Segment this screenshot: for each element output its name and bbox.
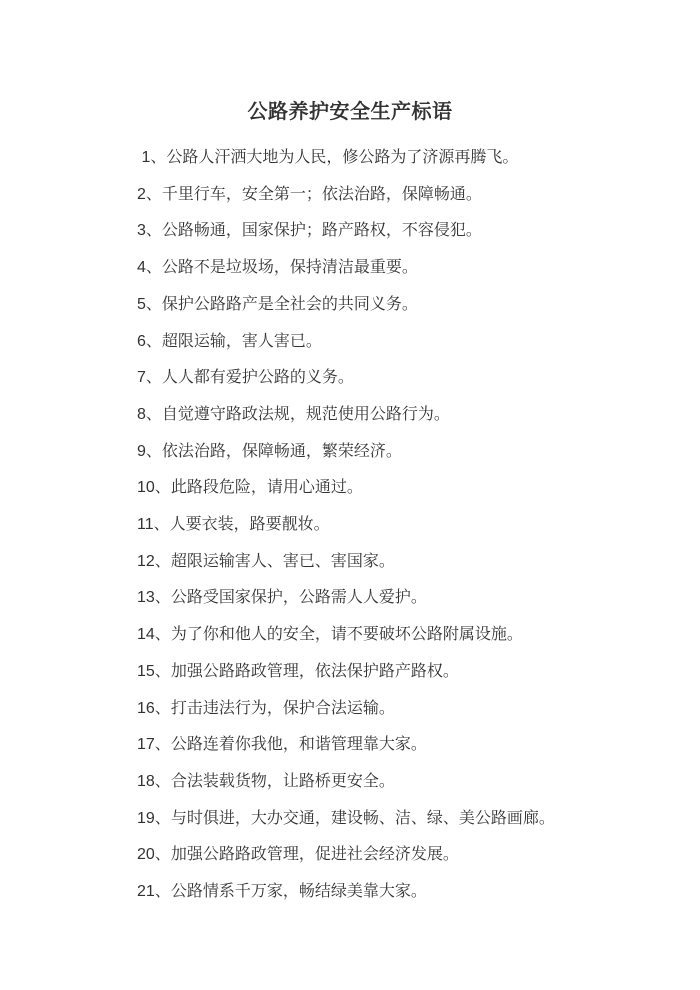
item-number: 2、 xyxy=(137,185,162,203)
item-number: 20、 xyxy=(137,846,171,864)
item-text: 千里行车，安全第一；依法治路，保障畅通。 xyxy=(161,185,482,203)
list-item xyxy=(137,580,700,617)
item-number: 4、 xyxy=(137,259,162,277)
item-text: 打击违法行为，保护合法运输。 xyxy=(170,699,395,717)
item-text: 公路人汗洒大地为人民，修公路为了济源再腾飞。 xyxy=(166,149,519,166)
list-item xyxy=(137,140,700,177)
item-text: 保护公路路产是全社会的共同义务。 xyxy=(161,295,418,313)
item-text: 与时俱进，大办交通，建设畅、洁、绿、美公路画廊。 xyxy=(170,809,555,827)
list-item xyxy=(137,250,700,287)
item-text: 公路情系千万家，畅结绿美靠大家。 xyxy=(170,883,427,901)
item-number: 7、 xyxy=(137,369,162,387)
list-item xyxy=(137,544,700,581)
item-number: 6、 xyxy=(137,332,162,350)
item-text: 自觉遵守路政法规，规范使用公路行为。 xyxy=(161,405,450,423)
list-item xyxy=(137,287,700,324)
list-item xyxy=(137,654,700,691)
item-number: 21、 xyxy=(137,883,171,901)
item-text: 加强公路路政管理，依法保护路产路权。 xyxy=(170,662,459,680)
item-number: 19、 xyxy=(137,809,171,827)
list-item xyxy=(137,764,700,801)
item-number: 18、 xyxy=(137,772,171,790)
list-item xyxy=(137,727,700,764)
item-text: 人要衣装，路要靓妆。 xyxy=(169,516,330,534)
item-text: 依法治路，保障畅通，繁荣经济。 xyxy=(161,442,402,460)
item-number: 13、 xyxy=(137,589,171,607)
item-text: 公路受国家保护，公路需人人爱护。 xyxy=(170,589,427,607)
item-text: 公路畅通，国家保护；路产路权，不容侵犯。 xyxy=(161,222,482,240)
item-number: 8、 xyxy=(137,405,162,423)
item-number: 15、 xyxy=(137,662,171,680)
list-item xyxy=(137,213,700,250)
page-title: 公路养护安全生产标语 xyxy=(247,101,453,123)
item-text: 超限运输害人、害已、害国家。 xyxy=(170,552,395,570)
list-item xyxy=(137,507,700,544)
item-number: 16、 xyxy=(137,699,171,717)
item-text: 为了你和他人的安全，请不要破坏公路附属设施。 xyxy=(170,626,523,644)
item-number: 5、 xyxy=(137,295,162,313)
list-item xyxy=(137,837,700,874)
item-text: 加强公路路政管理，促进社会经济发展。 xyxy=(170,846,459,864)
item-number: 11、 xyxy=(137,516,170,534)
item-text: 超限运输，害人害已。 xyxy=(161,332,322,350)
item-number: 10、 xyxy=(137,479,171,497)
item-number: 3、 xyxy=(137,222,162,240)
list-item xyxy=(137,324,700,361)
list-item xyxy=(137,617,700,654)
item-number: 14、 xyxy=(137,626,171,644)
item-number: 9、 xyxy=(137,442,162,460)
item-number: 17、 xyxy=(137,736,171,754)
list-item xyxy=(137,691,700,728)
item-number: 12、 xyxy=(137,552,171,570)
list-item xyxy=(137,470,700,507)
list-item xyxy=(137,397,700,434)
list-item xyxy=(137,874,700,911)
list-item xyxy=(137,177,700,214)
item-number: 1、 xyxy=(137,149,167,166)
item-text: 此路段危险，请用心通过。 xyxy=(170,479,363,497)
list-item xyxy=(137,801,700,838)
list-item xyxy=(137,360,700,397)
list-item xyxy=(137,434,700,471)
item-text: 公路不是垃圾场，保持清洁最重要。 xyxy=(161,259,418,277)
item-text: 公路连着你我他，和谐管理靠大家。 xyxy=(170,736,427,754)
item-text: 合法装载货物，让路桥更安全。 xyxy=(170,772,395,790)
slogan-list xyxy=(137,140,700,911)
item-text: 人人都有爱护公路的义务。 xyxy=(161,369,354,387)
